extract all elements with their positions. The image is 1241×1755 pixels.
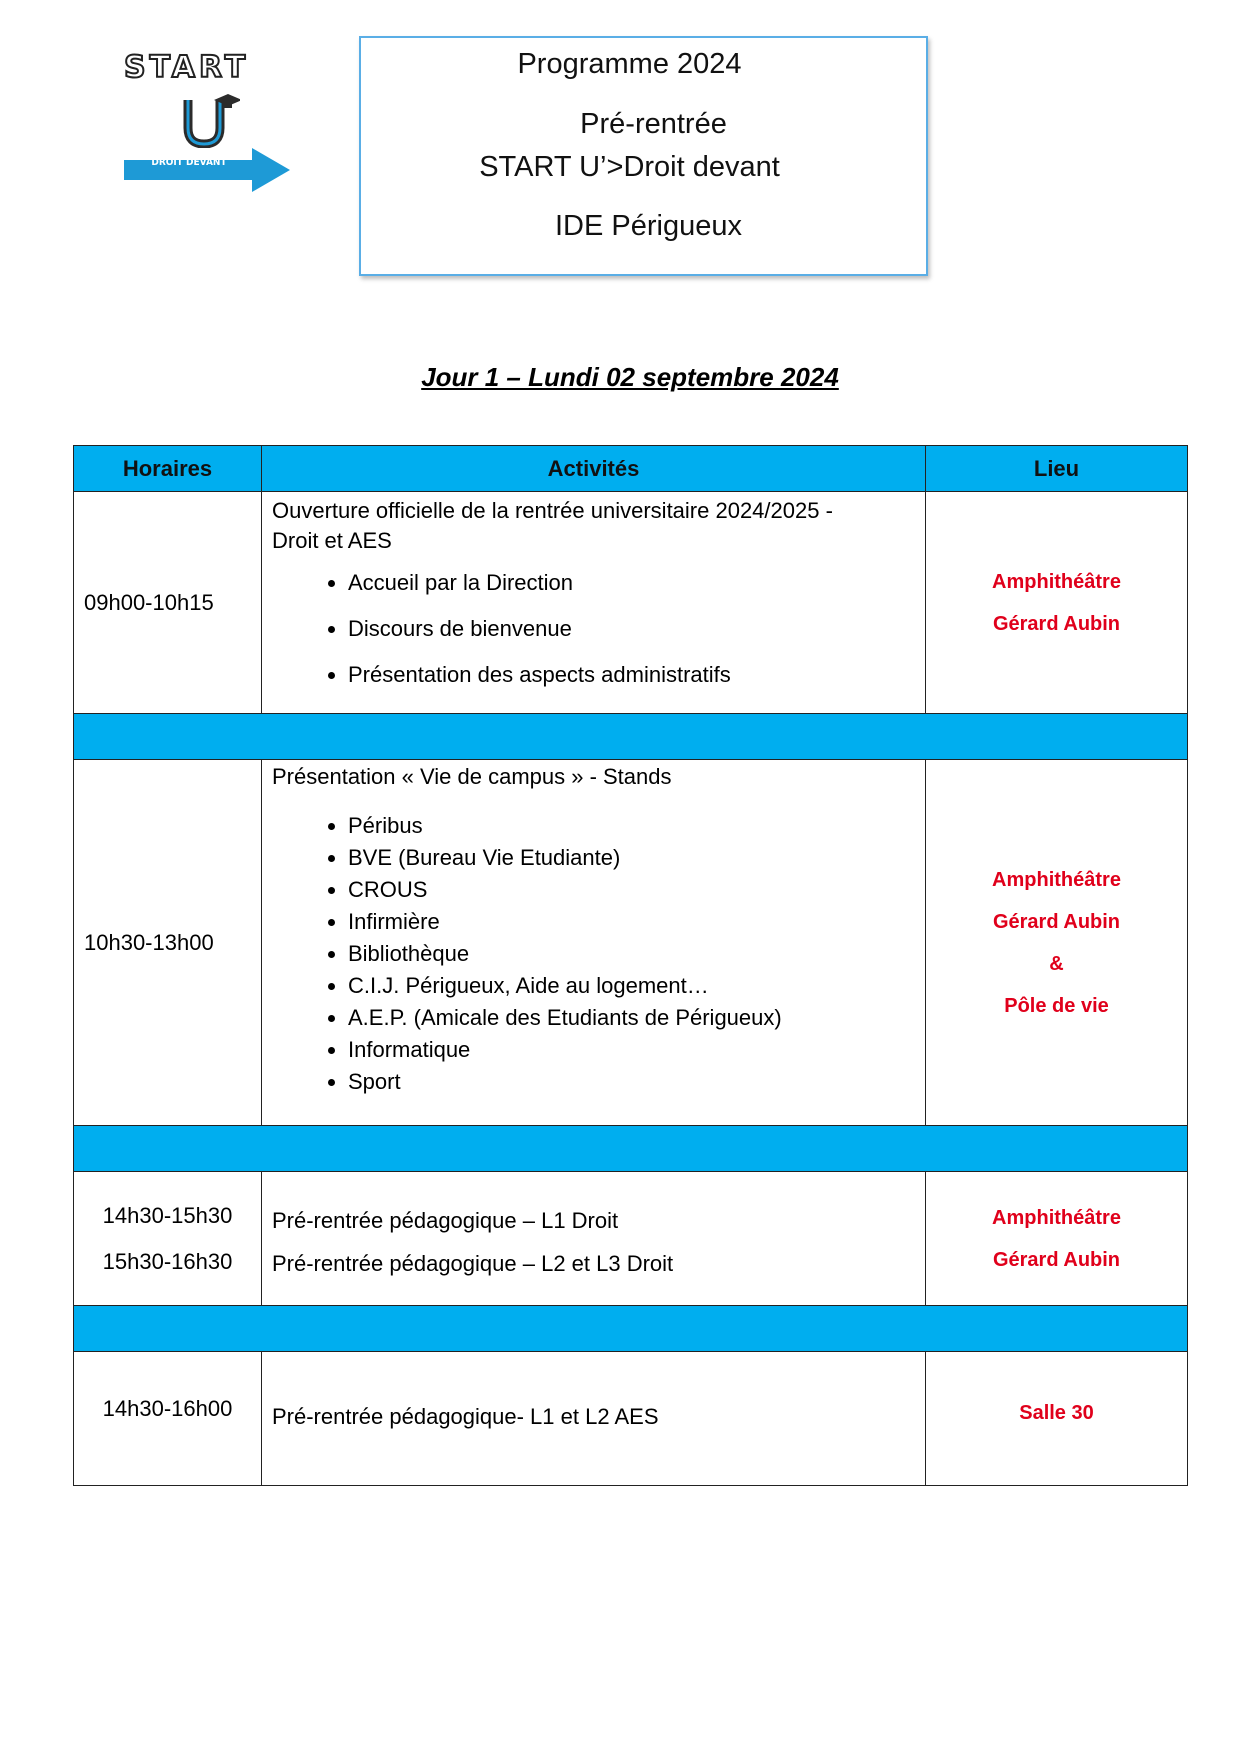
column-header-hours: Horaires	[74, 446, 262, 492]
place-cell	[926, 1172, 1188, 1306]
table-row	[74, 492, 1188, 714]
place-line: &	[1049, 952, 1064, 975]
logo-wordmark: START	[124, 50, 250, 85]
logo-u-graduate-icon	[180, 94, 240, 148]
place-cell	[926, 760, 1188, 1126]
list-item: • Bibliothèque	[348, 938, 925, 970]
table-row	[74, 1172, 1188, 1306]
activity-cell	[262, 1352, 926, 1486]
activity-cell	[262, 760, 926, 1126]
hours-line: 15h30-16h30	[102, 1248, 233, 1274]
place-line: Gérard Aubin	[992, 1248, 1121, 1271]
program-name: START U’>Droit devant	[479, 151, 780, 183]
activity-title: Ouverture officielle de la rentrée universitaire 2024/2025 - Droit et AES	[272, 498, 833, 553]
place-cell	[926, 1352, 1188, 1486]
schedule-table	[73, 445, 1188, 1486]
logo-arrow-text: DROIT DEVANT	[151, 157, 227, 168]
activity-line: Pré-rentrée pédagogique – L1 Droit	[272, 1207, 619, 1233]
activity-list	[272, 810, 925, 1098]
place-line: Gérard Aubin	[992, 612, 1121, 635]
hours-line: 14h30-16h00	[102, 1396, 233, 1421]
list-item: • CROUS	[348, 874, 925, 906]
program-subtitle: Pré-rentrée	[580, 108, 727, 140]
hours-cell: 10h30-13h00	[74, 760, 262, 1126]
hours-line: 14h30-15h30	[102, 1202, 233, 1228]
place-line: Gérard Aubin	[992, 910, 1121, 933]
separator-row	[74, 714, 1188, 760]
place-line: Amphithéâtre	[992, 1206, 1121, 1229]
list-item: • Infirmière	[348, 906, 925, 938]
place-line: Salle 30	[1019, 1402, 1094, 1424]
place-line: Amphithéâtre	[992, 868, 1121, 891]
table-row	[74, 760, 1188, 1126]
list-item: • Discours de bienvenue	[348, 606, 925, 652]
column-header-activities: Activités	[262, 446, 926, 492]
place-cell	[926, 492, 1188, 714]
list-item: • Péribus	[348, 810, 925, 842]
list-item: • Informatique	[348, 1034, 925, 1066]
separator-row	[74, 1306, 1188, 1352]
day-heading: Jour 1 – Lundi 02 septembre 2024	[421, 362, 839, 392]
start-u-logo	[120, 50, 290, 190]
column-header-place: Lieu	[926, 446, 1188, 492]
activity-line: Pré-rentrée pédagogique – L2 et L3 Droit	[272, 1250, 674, 1276]
list-item: • BVE (Bureau Vie Etudiante)	[348, 842, 925, 874]
activity-list	[272, 560, 925, 698]
program-location: IDE Périgueux	[555, 210, 742, 242]
hours-cell	[74, 1172, 262, 1306]
program-title-box	[359, 36, 928, 276]
hours-cell: 09h00-10h15	[74, 492, 262, 714]
activity-cell	[262, 1172, 926, 1306]
activity-cell	[262, 492, 926, 714]
list-item: • Accueil par la Direction	[348, 560, 925, 606]
list-item: • A.E.P. (Amicale des Etudiants de Périgueux)	[348, 1002, 925, 1034]
table-row	[74, 1352, 1188, 1486]
place-line: Pôle de vie	[1004, 994, 1109, 1017]
activity-title: Présentation « Vie de campus » - Stands	[272, 764, 672, 789]
logo-arrow-icon	[124, 148, 290, 192]
list-item: • Sport	[348, 1066, 925, 1098]
program-year: Programme 2024	[517, 48, 742, 80]
activity-line: Pré-rentrée pédagogique- L1 et L2 AES	[272, 1404, 659, 1429]
hours-cell	[74, 1352, 262, 1486]
list-item: • C.I.J. Périgueux, Aide au logement…	[348, 970, 925, 1002]
place-line: Amphithéâtre	[992, 570, 1121, 593]
separator-row	[74, 1126, 1188, 1172]
table-header-row	[74, 446, 1188, 492]
list-item: • Présentation des aspects administratifs	[348, 652, 925, 698]
